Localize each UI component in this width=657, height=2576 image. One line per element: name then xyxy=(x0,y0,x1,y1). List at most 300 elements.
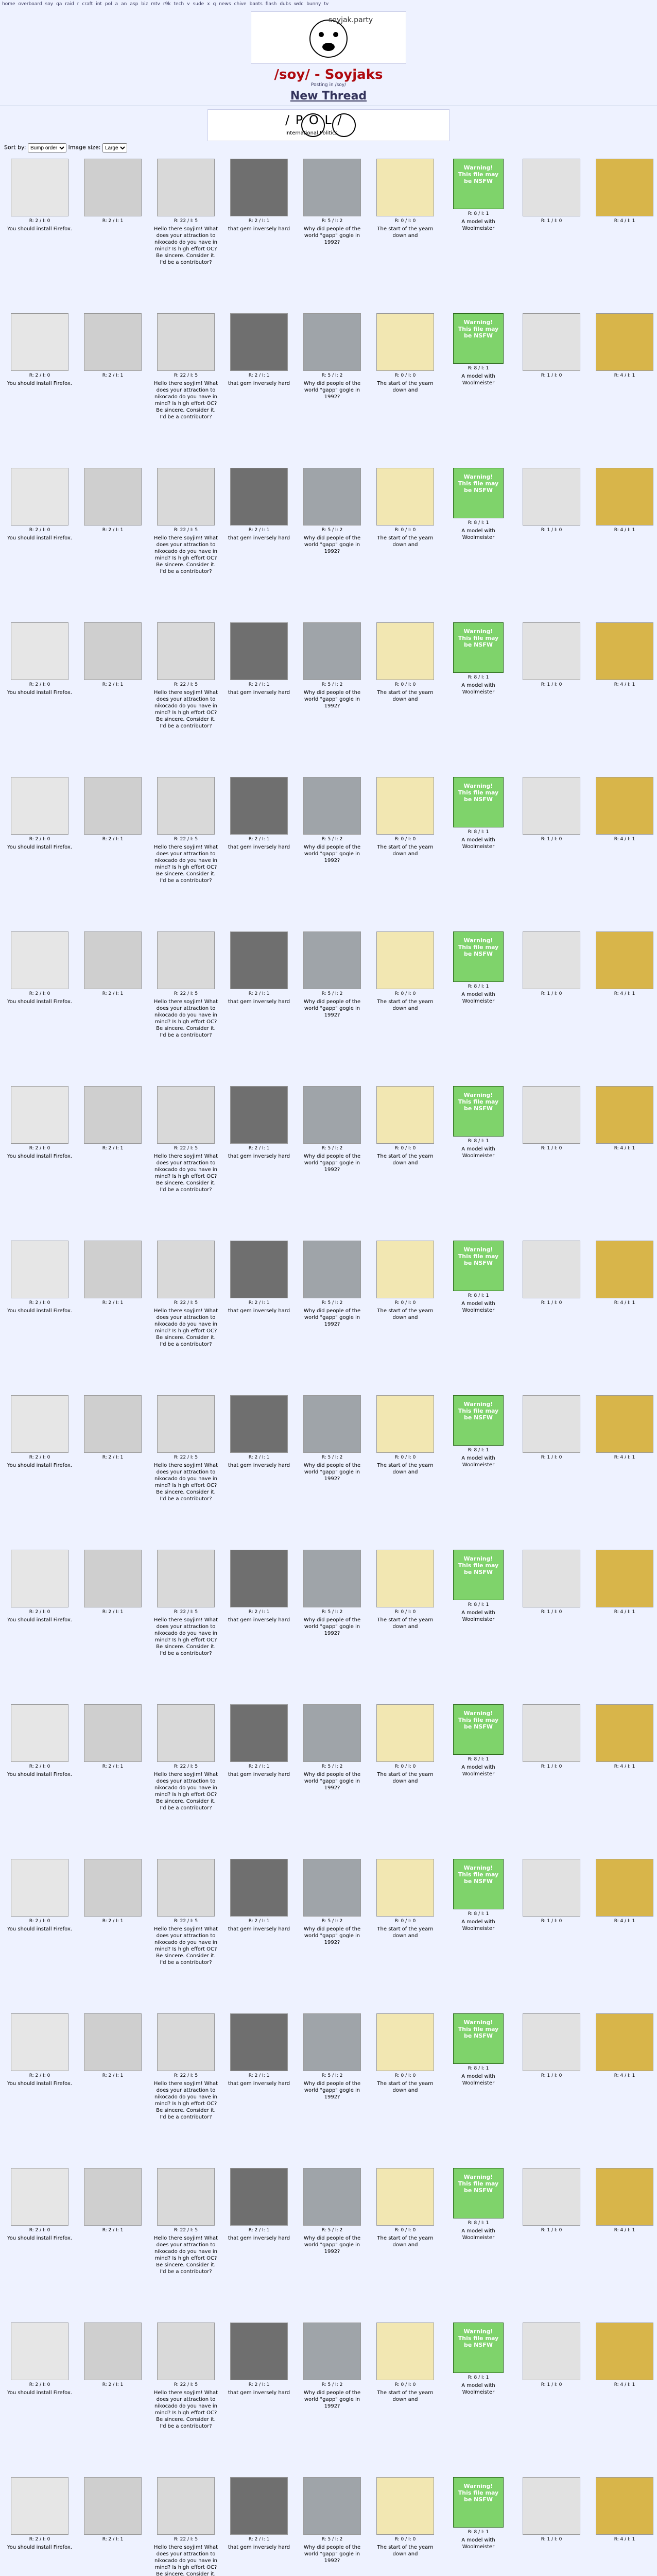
catalog-thread[interactable] xyxy=(443,1547,514,1701)
catalog-thread[interactable] xyxy=(150,2010,221,2165)
thread-thumbnail[interactable] xyxy=(303,622,361,680)
catalog-thread[interactable] xyxy=(370,2165,441,2319)
catalog-thread[interactable] xyxy=(516,1238,587,1392)
catalog-thread[interactable] xyxy=(150,2319,221,2474)
sort-select[interactable] xyxy=(28,143,66,152)
nav-link[interactable]: an xyxy=(121,2,127,7)
catalog-thread[interactable] xyxy=(223,2319,295,2474)
thread-thumbnail[interactable] xyxy=(11,622,68,680)
catalog-thread[interactable] xyxy=(516,2010,587,2165)
thread-thumbnail[interactable] xyxy=(523,931,580,989)
thread-thumbnail[interactable] xyxy=(11,1859,68,1917)
catalog-thread[interactable] xyxy=(516,619,587,774)
warning-thumbnail[interactable]: Warning! This file may be NSFW xyxy=(453,1704,504,1755)
catalog-thread[interactable] xyxy=(443,1238,514,1392)
thread-thumbnail[interactable] xyxy=(303,777,361,835)
catalog-thread[interactable] xyxy=(370,1392,441,1547)
thread-thumbnail[interactable] xyxy=(84,313,142,371)
catalog-thread[interactable] xyxy=(223,1701,295,1856)
catalog-thread[interactable] xyxy=(297,2010,368,2165)
catalog-thread[interactable] xyxy=(4,2474,75,2576)
thread-thumbnail[interactable] xyxy=(157,159,215,216)
nav-link[interactable]: a xyxy=(115,2,118,7)
thread-thumbnail[interactable] xyxy=(157,777,215,835)
thread-thumbnail[interactable] xyxy=(157,1859,215,1917)
thread-thumbnail[interactable] xyxy=(84,1241,142,1298)
thread-thumbnail[interactable] xyxy=(376,468,434,526)
catalog-thread[interactable] xyxy=(150,619,221,774)
thread-thumbnail[interactable] xyxy=(303,468,361,526)
catalog-thread[interactable] xyxy=(4,619,75,774)
catalog-thread[interactable] xyxy=(150,1083,221,1238)
catalog-thread[interactable] xyxy=(297,2474,368,2576)
catalog-thread[interactable] xyxy=(77,156,148,310)
catalog-thread[interactable] xyxy=(297,2319,368,2474)
thread-thumbnail[interactable] xyxy=(157,313,215,371)
catalog-thread[interactable] xyxy=(443,156,514,310)
catalog-thread[interactable] xyxy=(516,1856,587,2010)
thread-thumbnail[interactable] xyxy=(11,2477,68,2535)
thread-thumbnail[interactable] xyxy=(84,777,142,835)
thread-thumbnail[interactable] xyxy=(303,931,361,989)
catalog-thread[interactable] xyxy=(370,1701,441,1856)
thread-thumbnail[interactable] xyxy=(157,2168,215,2226)
catalog-thread[interactable] xyxy=(589,2474,657,2576)
thread-thumbnail[interactable] xyxy=(157,468,215,526)
thread-thumbnail[interactable] xyxy=(523,777,580,835)
thread-thumbnail[interactable] xyxy=(596,931,653,989)
nav-link[interactable]: r9k xyxy=(163,2,171,7)
thread-thumbnail[interactable] xyxy=(376,1241,434,1298)
thread-thumbnail[interactable] xyxy=(11,2323,68,2380)
nav-link[interactable]: r xyxy=(77,2,79,7)
catalog-thread[interactable] xyxy=(516,2474,587,2576)
catalog-thread[interactable] xyxy=(4,310,75,465)
thread-thumbnail[interactable] xyxy=(230,313,288,371)
catalog-thread[interactable] xyxy=(297,310,368,465)
catalog-thread[interactable] xyxy=(443,928,514,1083)
nav-link[interactable]: q xyxy=(213,2,216,7)
nav-link[interactable]: bunny xyxy=(306,2,321,7)
catalog-thread[interactable] xyxy=(370,619,441,774)
thread-thumbnail[interactable] xyxy=(11,2013,68,2071)
thread-thumbnail[interactable] xyxy=(303,1704,361,1762)
catalog-thread[interactable] xyxy=(223,619,295,774)
catalog-thread[interactable] xyxy=(443,310,514,465)
catalog-thread[interactable] xyxy=(589,1238,657,1392)
catalog-thread[interactable] xyxy=(223,774,295,928)
thread-thumbnail[interactable] xyxy=(11,1395,68,1453)
catalog-thread[interactable] xyxy=(516,774,587,928)
thread-thumbnail[interactable] xyxy=(303,1241,361,1298)
thread-thumbnail[interactable] xyxy=(230,1241,288,1298)
catalog-thread[interactable] xyxy=(370,2474,441,2576)
catalog-thread[interactable] xyxy=(77,465,148,619)
catalog-thread[interactable] xyxy=(223,1547,295,1701)
thread-thumbnail[interactable] xyxy=(157,931,215,989)
thread-thumbnail[interactable] xyxy=(523,1241,580,1298)
catalog-thread[interactable] xyxy=(370,1238,441,1392)
catalog-thread[interactable] xyxy=(223,2010,295,2165)
thread-thumbnail[interactable] xyxy=(230,1859,288,1917)
thread-thumbnail[interactable] xyxy=(11,1241,68,1298)
thread-thumbnail[interactable] xyxy=(11,313,68,371)
catalog-thread[interactable] xyxy=(150,1547,221,1701)
catalog-thread[interactable] xyxy=(443,619,514,774)
warning-thumbnail[interactable]: Warning! This file may be NSFW xyxy=(453,1550,504,1600)
warning-thumbnail[interactable]: Warning! This file may be NSFW xyxy=(453,2323,504,2373)
warning-thumbnail[interactable]: Warning! This file may be NSFW xyxy=(453,1395,504,1446)
catalog-thread[interactable] xyxy=(589,2319,657,2474)
nav-link[interactable]: int xyxy=(96,2,102,7)
thread-thumbnail[interactable] xyxy=(596,313,653,371)
thread-thumbnail[interactable] xyxy=(157,1241,215,1298)
thread-thumbnail[interactable] xyxy=(84,2477,142,2535)
catalog-thread[interactable] xyxy=(77,2165,148,2319)
warning-thumbnail[interactable]: Warning! This file may be NSFW xyxy=(453,2477,504,2528)
catalog-thread[interactable] xyxy=(443,2474,514,2576)
thread-thumbnail[interactable] xyxy=(523,2013,580,2071)
thread-thumbnail[interactable] xyxy=(303,2168,361,2226)
thread-thumbnail[interactable] xyxy=(523,1086,580,1144)
thread-thumbnail[interactable] xyxy=(230,931,288,989)
catalog-thread[interactable] xyxy=(150,1238,221,1392)
nav-link[interactable]: craft xyxy=(82,2,93,7)
thread-thumbnail[interactable] xyxy=(523,1859,580,1917)
catalog-thread[interactable] xyxy=(297,774,368,928)
warning-thumbnail[interactable]: Warning! This file may be NSFW xyxy=(453,931,504,982)
thread-thumbnail[interactable] xyxy=(11,1704,68,1762)
nav-link[interactable]: soy xyxy=(45,2,54,7)
catalog-thread[interactable] xyxy=(370,1856,441,2010)
thread-thumbnail[interactable] xyxy=(230,1086,288,1144)
thread-thumbnail[interactable] xyxy=(596,2168,653,2226)
catalog-thread[interactable] xyxy=(297,1238,368,1392)
thread-thumbnail[interactable] xyxy=(11,1550,68,1607)
thread-thumbnail[interactable] xyxy=(596,1704,653,1762)
catalog-thread[interactable] xyxy=(589,1392,657,1547)
thread-thumbnail[interactable] xyxy=(11,468,68,526)
catalog-thread[interactable] xyxy=(4,2165,75,2319)
thread-thumbnail[interactable] xyxy=(11,931,68,989)
catalog-thread[interactable] xyxy=(4,1083,75,1238)
thread-thumbnail[interactable] xyxy=(596,622,653,680)
catalog-thread[interactable] xyxy=(443,774,514,928)
nav-link[interactable]: fiash xyxy=(265,2,277,7)
thread-thumbnail[interactable] xyxy=(523,1395,580,1453)
catalog-thread[interactable] xyxy=(516,310,587,465)
catalog-thread[interactable] xyxy=(4,928,75,1083)
catalog-thread[interactable] xyxy=(4,156,75,310)
catalog-thread[interactable] xyxy=(77,1547,148,1701)
thread-thumbnail[interactable] xyxy=(303,313,361,371)
thread-thumbnail[interactable] xyxy=(523,313,580,371)
catalog-thread[interactable] xyxy=(223,2165,295,2319)
catalog-thread[interactable] xyxy=(370,156,441,310)
nav-link[interactable]: qa xyxy=(56,2,62,7)
catalog-thread[interactable] xyxy=(77,928,148,1083)
catalog-thread[interactable] xyxy=(516,1701,587,1856)
nav-link[interactable]: overboard xyxy=(18,2,42,7)
catalog-thread[interactable] xyxy=(589,619,657,774)
nav-link[interactable]: chive xyxy=(234,2,247,7)
catalog-thread[interactable] xyxy=(150,928,221,1083)
catalog-thread[interactable] xyxy=(297,1547,368,1701)
thread-thumbnail[interactable] xyxy=(157,2323,215,2380)
catalog-thread[interactable] xyxy=(150,1392,221,1547)
thread-thumbnail[interactable] xyxy=(84,1550,142,1607)
thread-thumbnail[interactable] xyxy=(596,2013,653,2071)
thread-thumbnail[interactable] xyxy=(376,2168,434,2226)
thread-thumbnail[interactable] xyxy=(84,1704,142,1762)
catalog-thread[interactable] xyxy=(77,774,148,928)
catalog-thread[interactable] xyxy=(77,619,148,774)
thread-thumbnail[interactable] xyxy=(376,159,434,216)
catalog-thread[interactable] xyxy=(223,156,295,310)
catalog-thread[interactable] xyxy=(443,1701,514,1856)
warning-thumbnail[interactable]: Warning! This file may be NSFW xyxy=(453,777,504,827)
catalog-thread[interactable] xyxy=(223,928,295,1083)
thread-thumbnail[interactable] xyxy=(376,2013,434,2071)
thread-thumbnail[interactable] xyxy=(84,2323,142,2380)
catalog-thread[interactable] xyxy=(4,2010,75,2165)
thread-thumbnail[interactable] xyxy=(230,159,288,216)
catalog-thread[interactable] xyxy=(297,1392,368,1547)
thread-thumbnail[interactable] xyxy=(230,1395,288,1453)
catalog-thread[interactable] xyxy=(516,156,587,310)
thread-thumbnail[interactable] xyxy=(84,159,142,216)
catalog-thread[interactable] xyxy=(77,2319,148,2474)
thread-thumbnail[interactable] xyxy=(376,2323,434,2380)
thread-thumbnail[interactable] xyxy=(230,1550,288,1607)
catalog-thread[interactable] xyxy=(4,465,75,619)
catalog-thread[interactable] xyxy=(370,310,441,465)
catalog-thread[interactable] xyxy=(150,2474,221,2576)
thread-thumbnail[interactable] xyxy=(303,1550,361,1607)
catalog-thread[interactable] xyxy=(370,774,441,928)
thread-thumbnail[interactable] xyxy=(84,1859,142,1917)
thread-thumbnail[interactable] xyxy=(596,2323,653,2380)
catalog-thread[interactable] xyxy=(150,310,221,465)
catalog-thread[interactable] xyxy=(516,2165,587,2319)
catalog-thread[interactable] xyxy=(223,2474,295,2576)
thread-thumbnail[interactable] xyxy=(523,1704,580,1762)
catalog-thread[interactable] xyxy=(589,1547,657,1701)
thread-thumbnail[interactable] xyxy=(596,159,653,216)
thread-thumbnail[interactable] xyxy=(84,468,142,526)
catalog-thread[interactable] xyxy=(77,2010,148,2165)
catalog-thread[interactable] xyxy=(370,2010,441,2165)
thread-thumbnail[interactable] xyxy=(230,2323,288,2380)
thread-thumbnail[interactable] xyxy=(11,159,68,216)
catalog-thread[interactable] xyxy=(589,774,657,928)
catalog-thread[interactable] xyxy=(370,2319,441,2474)
catalog-thread[interactable] xyxy=(297,928,368,1083)
catalog-thread[interactable] xyxy=(370,465,441,619)
thread-thumbnail[interactable] xyxy=(84,2168,142,2226)
catalog-thread[interactable] xyxy=(589,928,657,1083)
thread-thumbnail[interactable] xyxy=(84,622,142,680)
catalog-thread[interactable] xyxy=(370,1547,441,1701)
thread-thumbnail[interactable] xyxy=(596,468,653,526)
catalog-thread[interactable] xyxy=(443,2319,514,2474)
thread-thumbnail[interactable] xyxy=(376,777,434,835)
catalog-thread[interactable] xyxy=(297,156,368,310)
thread-thumbnail[interactable] xyxy=(157,622,215,680)
catalog-thread[interactable] xyxy=(77,1083,148,1238)
thread-thumbnail[interactable] xyxy=(84,1086,142,1144)
thread-thumbnail[interactable] xyxy=(11,777,68,835)
thread-thumbnail[interactable] xyxy=(376,1086,434,1144)
catalog-thread[interactable] xyxy=(77,1701,148,1856)
catalog-thread[interactable] xyxy=(4,1701,75,1856)
thread-thumbnail[interactable] xyxy=(376,1704,434,1762)
thread-thumbnail[interactable] xyxy=(230,468,288,526)
thread-thumbnail[interactable] xyxy=(303,1859,361,1917)
thread-thumbnail[interactable] xyxy=(523,159,580,216)
nav-link[interactable]: biz xyxy=(141,2,148,7)
catalog-thread[interactable] xyxy=(589,465,657,619)
nav-link[interactable]: pol xyxy=(105,2,112,7)
catalog-thread[interactable] xyxy=(297,619,368,774)
thread-thumbnail[interactable] xyxy=(376,1550,434,1607)
catalog-thread[interactable] xyxy=(223,465,295,619)
nav-link[interactable]: news xyxy=(219,2,231,7)
thread-thumbnail[interactable] xyxy=(230,1704,288,1762)
catalog-thread[interactable] xyxy=(77,1856,148,2010)
thread-thumbnail[interactable] xyxy=(523,2323,580,2380)
catalog-thread[interactable] xyxy=(443,1083,514,1238)
thread-thumbnail[interactable] xyxy=(230,2013,288,2071)
catalog-thread[interactable] xyxy=(77,2474,148,2576)
catalog-thread[interactable] xyxy=(516,928,587,1083)
thread-thumbnail[interactable] xyxy=(84,2013,142,2071)
catalog-thread[interactable] xyxy=(297,1856,368,2010)
thread-thumbnail[interactable] xyxy=(230,777,288,835)
catalog-thread[interactable] xyxy=(589,1083,657,1238)
catalog-thread[interactable] xyxy=(516,1547,587,1701)
warning-thumbnail[interactable]: Warning! This file may be NSFW xyxy=(453,622,504,673)
nav-link[interactable]: mtv xyxy=(151,2,160,7)
thread-thumbnail[interactable] xyxy=(157,1704,215,1762)
nav-link[interactable]: asp xyxy=(130,2,139,7)
catalog-thread[interactable] xyxy=(4,1856,75,2010)
catalog-thread[interactable] xyxy=(443,465,514,619)
warning-thumbnail[interactable]: Warning! This file may be NSFW xyxy=(453,2013,504,2064)
catalog-thread[interactable] xyxy=(150,465,221,619)
catalog-thread[interactable] xyxy=(297,465,368,619)
thread-thumbnail[interactable] xyxy=(157,1395,215,1453)
catalog-thread[interactable] xyxy=(150,2165,221,2319)
thread-thumbnail[interactable] xyxy=(596,1241,653,1298)
thread-thumbnail[interactable] xyxy=(376,313,434,371)
catalog-thread[interactable] xyxy=(589,310,657,465)
thread-thumbnail[interactable] xyxy=(230,2168,288,2226)
catalog-thread[interactable] xyxy=(589,1701,657,1856)
thread-thumbnail[interactable] xyxy=(303,1395,361,1453)
catalog-thread[interactable] xyxy=(150,1701,221,1856)
thread-thumbnail[interactable] xyxy=(596,1395,653,1453)
warning-thumbnail[interactable]: Warning! This file may be NSFW xyxy=(453,313,504,364)
thread-thumbnail[interactable] xyxy=(11,1086,68,1144)
thread-thumbnail[interactable] xyxy=(376,2477,434,2535)
thread-thumbnail[interactable] xyxy=(523,2477,580,2535)
thread-thumbnail[interactable] xyxy=(596,1086,653,1144)
warning-thumbnail[interactable]: Warning! This file may be NSFW xyxy=(453,2168,504,2218)
thread-thumbnail[interactable] xyxy=(84,931,142,989)
catalog-thread[interactable] xyxy=(4,1392,75,1547)
thread-thumbnail[interactable] xyxy=(11,2168,68,2226)
catalog-thread[interactable] xyxy=(4,1547,75,1701)
thread-thumbnail[interactable] xyxy=(157,1086,215,1144)
catalog-thread[interactable] xyxy=(223,1083,295,1238)
catalog-thread[interactable] xyxy=(223,1856,295,2010)
thread-thumbnail[interactable] xyxy=(596,1859,653,1917)
catalog-thread[interactable] xyxy=(77,1238,148,1392)
image-size-select[interactable] xyxy=(102,143,127,152)
nav-link[interactable]: sude xyxy=(193,2,204,7)
nav-link[interactable]: home xyxy=(2,2,15,7)
thread-thumbnail[interactable] xyxy=(376,931,434,989)
thread-thumbnail[interactable] xyxy=(84,1395,142,1453)
catalog-thread[interactable] xyxy=(4,2319,75,2474)
catalog-thread[interactable] xyxy=(150,1856,221,2010)
catalog-thread[interactable] xyxy=(77,310,148,465)
catalog-thread[interactable] xyxy=(443,1856,514,2010)
thread-thumbnail[interactable] xyxy=(157,2013,215,2071)
new-thread-link[interactable]: New Thread xyxy=(290,90,367,103)
nav-link[interactable]: tv xyxy=(324,2,329,7)
catalog-thread[interactable] xyxy=(443,2010,514,2165)
catalog-thread[interactable] xyxy=(297,1083,368,1238)
thread-thumbnail[interactable] xyxy=(376,1859,434,1917)
nav-link[interactable]: dubs xyxy=(280,2,291,7)
catalog-thread[interactable] xyxy=(516,465,587,619)
catalog-thread[interactable] xyxy=(370,1083,441,1238)
thread-thumbnail[interactable] xyxy=(303,2013,361,2071)
thread-thumbnail[interactable] xyxy=(230,2477,288,2535)
nav-link[interactable]: bants xyxy=(249,2,263,7)
nav-link[interactable]: wdc xyxy=(294,2,304,7)
warning-thumbnail[interactable]: Warning! This file may be NSFW xyxy=(453,159,504,209)
catalog-thread[interactable] xyxy=(297,1701,368,1856)
warning-thumbnail[interactable]: Warning! This file may be NSFW xyxy=(453,1086,504,1137)
thread-thumbnail[interactable] xyxy=(303,1086,361,1144)
catalog-thread[interactable] xyxy=(589,2010,657,2165)
catalog-thread[interactable] xyxy=(443,1392,514,1547)
catalog-thread[interactable] xyxy=(589,156,657,310)
thread-thumbnail[interactable] xyxy=(376,1395,434,1453)
thread-thumbnail[interactable] xyxy=(157,1550,215,1607)
catalog-thread[interactable] xyxy=(223,310,295,465)
thread-thumbnail[interactable] xyxy=(523,468,580,526)
thread-thumbnail[interactable] xyxy=(303,159,361,216)
warning-thumbnail[interactable]: Warning! This file may be NSFW xyxy=(453,468,504,518)
thread-thumbnail[interactable] xyxy=(376,622,434,680)
catalog-thread[interactable] xyxy=(77,1392,148,1547)
catalog-thread[interactable] xyxy=(516,1392,587,1547)
catalog-thread[interactable] xyxy=(223,1238,295,1392)
thread-thumbnail[interactable] xyxy=(596,1550,653,1607)
nav-link[interactable]: v xyxy=(187,2,190,7)
catalog-thread[interactable] xyxy=(150,156,221,310)
nav-link[interactable]: raid xyxy=(65,2,74,7)
catalog-thread[interactable] xyxy=(150,774,221,928)
catalog-thread[interactable] xyxy=(370,928,441,1083)
catalog-thread[interactable] xyxy=(297,2165,368,2319)
catalog-thread[interactable] xyxy=(4,774,75,928)
thread-thumbnail[interactable] xyxy=(303,2477,361,2535)
